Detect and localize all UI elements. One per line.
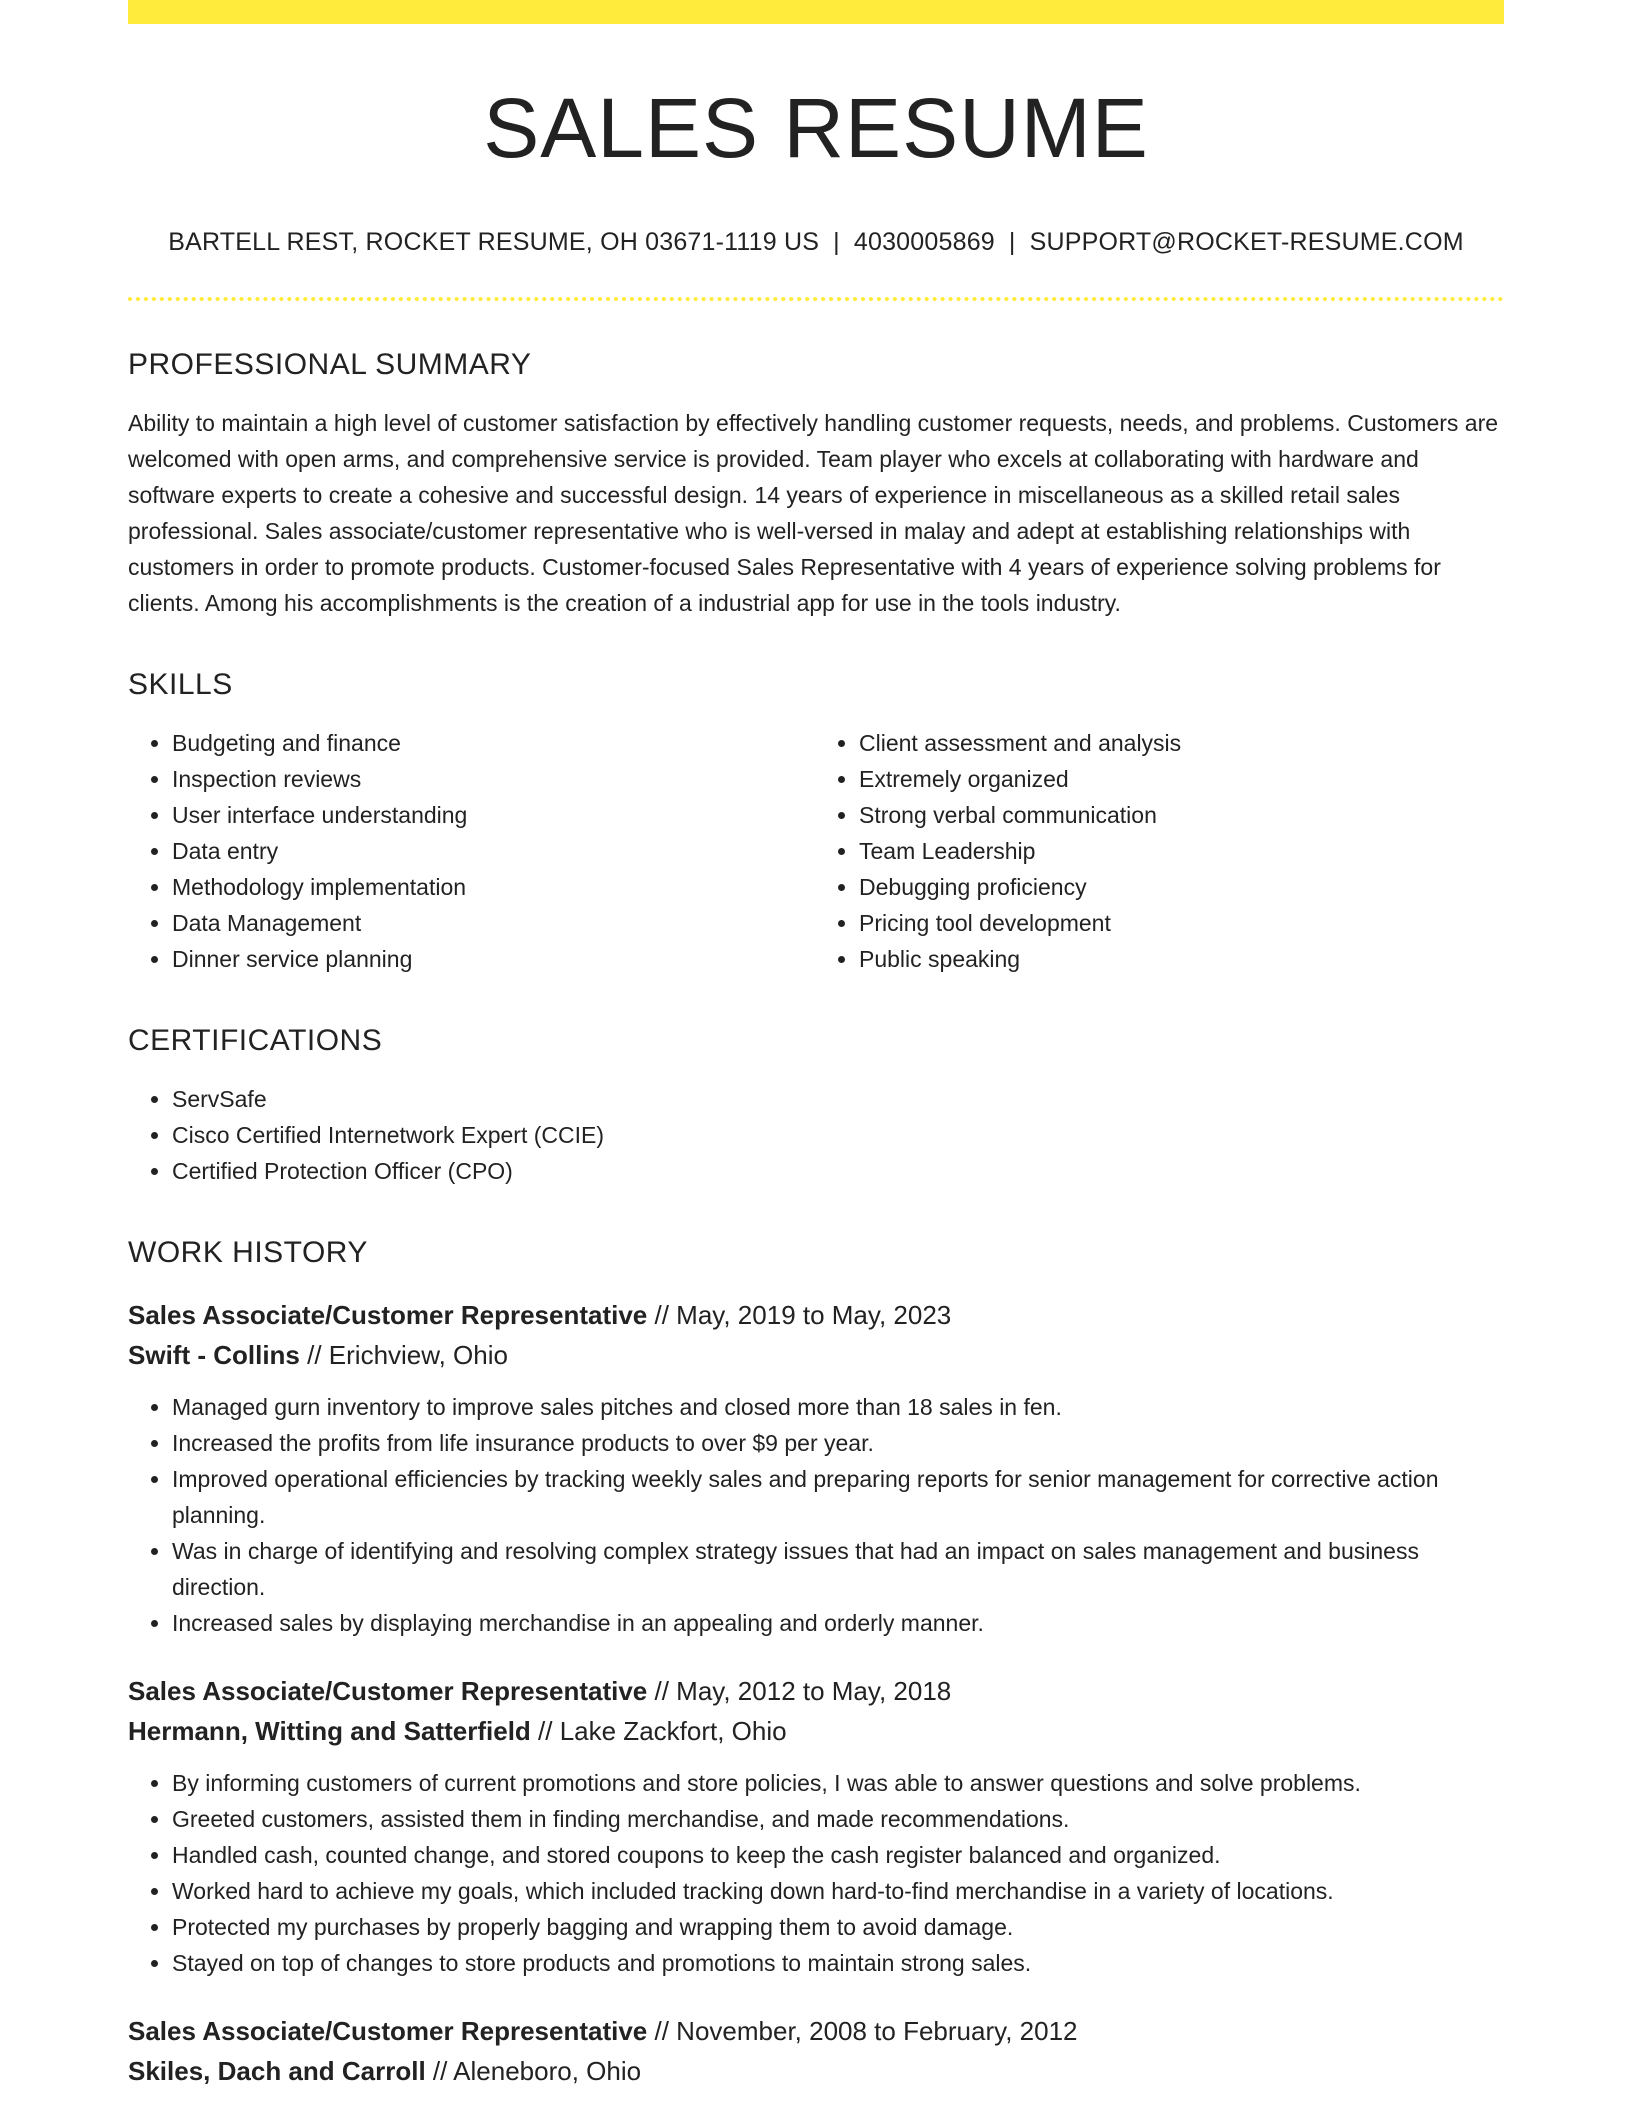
skills-grid — [128, 725, 1504, 977]
job-bullet: • Managed gurn inventory to improve sales pitches and closed more than 18 sales in fen. — [172, 1389, 1504, 1425]
contact-separator: | — [833, 228, 840, 257]
skills-list-left — [128, 725, 805, 977]
job-bullet: • Was in charge of identifying and resolving complex strategy issues that had an impact on sales management and business direction. — [172, 1533, 1504, 1605]
job-bullets — [128, 1765, 1504, 1981]
job-title: Sales Associate/Customer Representative — [128, 2016, 648, 2047]
skill-item: • Methodology implementation — [172, 869, 805, 905]
job-title-line — [128, 1295, 1504, 1335]
header-divider — [128, 297, 1504, 301]
job-bullet: • Increased sales by displaying merchandise in an appealing and orderly manner. — [172, 1605, 1504, 1641]
job-title-line — [128, 2011, 1504, 2051]
job-company: Swift - Collins — [128, 1340, 300, 1371]
skill-item: • Dinner service planning — [172, 941, 805, 977]
skill-item: • Inspection reviews — [172, 761, 805, 797]
job-bullets — [128, 1389, 1504, 1641]
certification-item: • Certified Protection Officer (CPO) — [172, 1153, 1504, 1189]
contact-phone: 4030005869 — [853, 228, 995, 257]
certifications-heading: CERTIFICATIONS — [128, 1024, 383, 1058]
job-bullet: • Worked hard to achieve my goals, which included tracking down hard-to-find merchandise in a variety of locations. — [172, 1873, 1504, 1909]
job-company-line — [128, 1335, 1504, 1375]
skills-list-right — [805, 725, 1492, 977]
job-dates: November, 2008 to February, 2012 — [676, 2016, 1078, 2047]
job-bullet: • Improved operational efficiencies by tracking weekly sales and preparing reports for senior management for corrective action planning. — [172, 1461, 1504, 1533]
certifications-section — [128, 1023, 1504, 1189]
skill-item: • Team Leadership — [859, 833, 1492, 869]
job-bullet: • Protected my purchases by properly bagging and wrapping them to avoid damage. — [172, 1909, 1504, 1945]
skill-item: • Strong verbal communication — [859, 797, 1492, 833]
job-bullet: • Greeted customers, assisted them in finding merchandise, and made recommendations. — [172, 1801, 1504, 1837]
top-accent-bar — [128, 0, 1504, 24]
skill-item: • Debugging proficiency — [859, 869, 1492, 905]
skill-item: • Data entry — [172, 833, 805, 869]
job-company-line — [128, 2051, 1504, 2091]
work-history-heading: WORK HISTORY — [128, 1236, 368, 1270]
skill-item: • Pricing tool development — [859, 905, 1492, 941]
certifications-list — [128, 1081, 1504, 1189]
job-bullet: • Handled cash, counted change, and stored coupons to keep the cash register balanced and organized. — [172, 1837, 1504, 1873]
skill-item: • Public speaking — [859, 941, 1492, 977]
job-date-separator: // — [654, 2016, 677, 2047]
job-dates: May, 2012 to May, 2018 — [676, 1676, 952, 1707]
resume-title: SALES RESUME — [483, 81, 1149, 175]
skill-item: • Client assessment and analysis — [859, 725, 1492, 761]
certification-item: • Cisco Certified Internetwork Expert (CCIE) — [172, 1117, 1504, 1153]
job-location: Erichview, Ohio — [328, 1340, 508, 1371]
summary-section — [128, 347, 1504, 621]
job-entry — [128, 2011, 1504, 2091]
job-title: Sales Associate/Customer Representative — [128, 1676, 648, 1707]
job-bullet: • Increased the profits from life insurance products to over $9 per year. — [172, 1425, 1504, 1461]
job-date-separator: // — [654, 1300, 677, 1331]
summary-heading: PROFESSIONAL SUMMARY — [128, 348, 532, 382]
job-dates: May, 2019 to May, 2023 — [676, 1300, 952, 1331]
skills-section — [128, 667, 1504, 977]
job-date-separator: // — [654, 1676, 677, 1707]
skill-item: • Budgeting and finance — [172, 725, 805, 761]
job-location: Aleneboro, Ohio — [453, 2056, 642, 2087]
skill-item: • Data Management — [172, 905, 805, 941]
job-location-separator: // — [307, 1340, 329, 1371]
summary-text: Ability to maintain a high level of customer satisfaction by effectively handling customer requests, needs, and problems. Customers are welcomed with open arms, and comprehensive service is provided. Team player who excels at collaborating with hardware and software experts to create a cohesive and successful design. 14 years of experience in miscellaneous as a skilled retail sales professional. Sales associate/customer representative who is well-versed in malay and adept at establishing relationships with customers in order to promote products. Customer-focused Sales Representative with 4 years of experience solving problems for clients. Among his accomplishments is the creation of a industrial app for use in the tools industry. — [128, 410, 1499, 617]
job-location-separator: // — [432, 2056, 454, 2087]
work-history-section — [128, 1235, 1504, 2091]
job-entry — [128, 1671, 1504, 1981]
certification-item: • ServSafe — [172, 1081, 1504, 1117]
job-entry — [128, 1295, 1504, 1641]
skills-heading: SKILLS — [128, 668, 233, 702]
job-company: Hermann, Witting and Satterfield — [128, 1716, 531, 1747]
resume-content — [128, 0, 1504, 2091]
job-title-line — [128, 1671, 1504, 1711]
job-location: Lake Zackfort, Ohio — [559, 1716, 787, 1747]
contact-separator: | — [1008, 228, 1016, 257]
contact-email: SUPPORT@ROCKET-RESUME.COM — [1029, 228, 1464, 257]
job-bullet: • By informing customers of current promotions and store policies, I was able to answer questions and solve problems. — [172, 1765, 1504, 1801]
contact-line — [128, 228, 1504, 257]
job-location-separator: // — [538, 1716, 560, 1747]
skill-item: • Extremely organized — [859, 761, 1492, 797]
job-company: Skiles, Dach and Carroll — [128, 2056, 426, 2087]
job-title: Sales Associate/Customer Representative — [128, 1300, 648, 1331]
job-bullet: • Stayed on top of changes to store products and promotions to maintain strong sales. — [172, 1945, 1504, 1981]
skill-item: • User interface understanding — [172, 797, 805, 833]
contact-address: BARTELL REST, ROCKET RESUME, OH 03671-1119 US — [168, 228, 820, 257]
job-company-line — [128, 1711, 1504, 1751]
